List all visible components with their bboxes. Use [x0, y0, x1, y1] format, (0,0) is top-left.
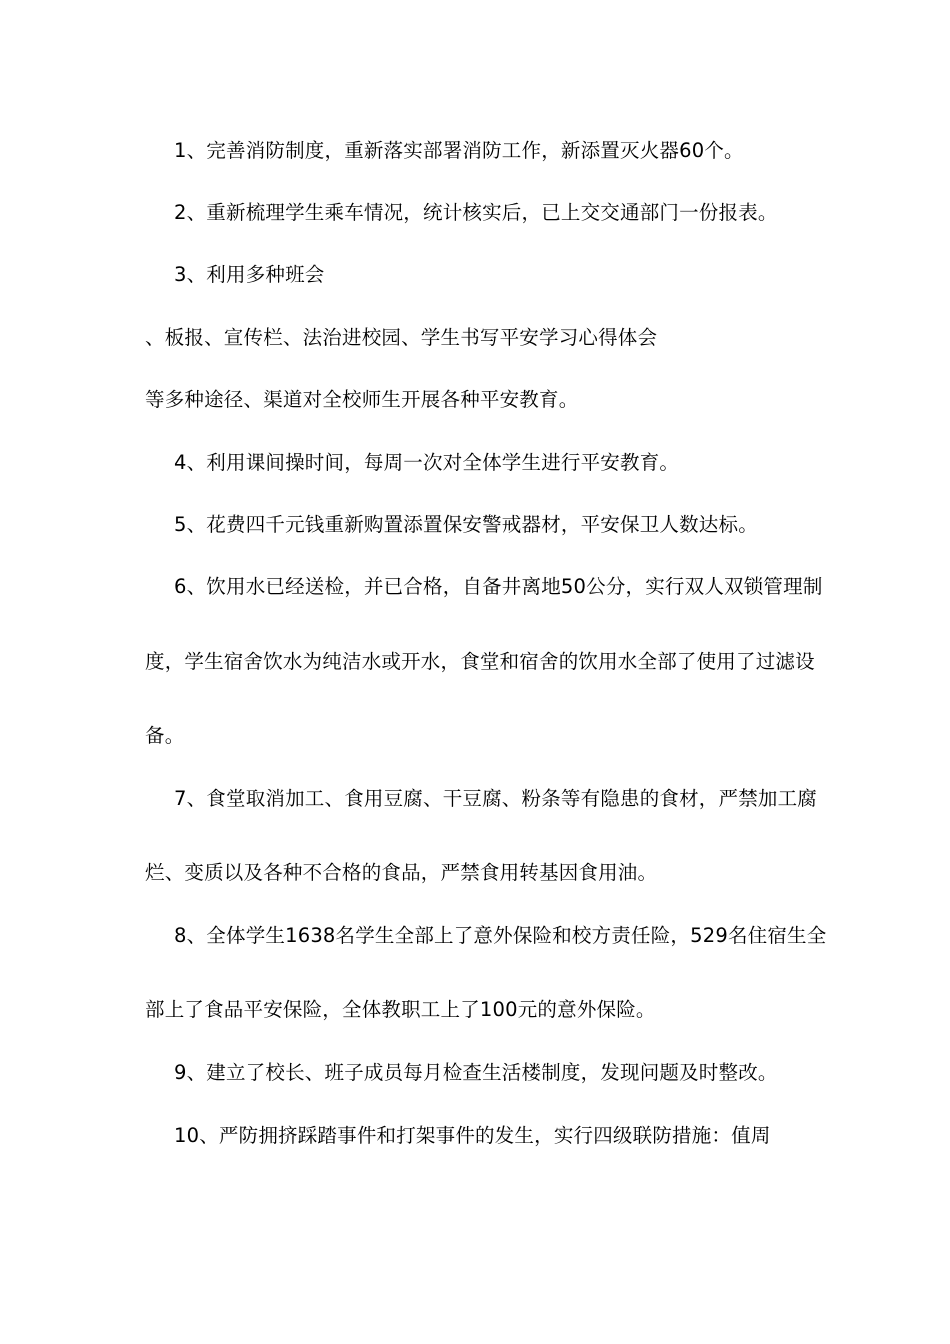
item-4-line: 4、利用课间操时间，每周一次对全体学生进行平安教育。 [174, 451, 680, 474]
item-2-line: 2、重新梳理学生乘车情况，统计核实后，已上交交通部门一份报表。 [174, 201, 778, 224]
item-6-continuation-1: 度，学生宿舍饮水为纯洁水或开水，食堂和宿舍的饮用水全部了使用了过滤设 [145, 650, 815, 673]
item-10-line: 10、严防拥挤踩踏事件和打架事件的发生，实行四级联防措施：值周 [174, 1124, 771, 1147]
item-9-line: 9、建立了校长、班子成员每月检查生活楼制度，发现问题及时整改。 [174, 1061, 778, 1084]
item-6-continuation-2: 备。 [145, 724, 185, 747]
item-3-continuation-1: 、板报、宣传栏、法治进校园、学生书写平安学习心得体会 [145, 326, 658, 349]
item-1-line: 1、完善消防制度，重新落实部署消防工作，新添置灭火器60个。 [174, 139, 744, 162]
item-7-continuation-1: 烂、变质以及各种不合格的食品，严禁食用转基因食用油。 [145, 861, 658, 884]
item-7-line: 7、食堂取消加工、食用豆腐、干豆腐、粉条等有隐患的食材，严禁加工腐 [174, 787, 818, 810]
item-5-line: 5、花费四千元钱重新购置添置保安警戒器材，平安保卫人数达标。 [174, 513, 758, 536]
item-6-line: 6、饮用水已经送检，并已合格，自备井离地50公分，实行双人双锁管理制 [174, 575, 823, 598]
item-8-continuation-1: 部上了食品平安保险，全体教职工上了100元的意外保险。 [145, 998, 656, 1021]
item-8-line: 8、全体学生1638名学生全部上了意外保险和校方责任险，529名住宿生全 [174, 924, 827, 947]
item-3-line: 3、利用多种班会 [174, 263, 325, 286]
item-3-continuation-2: 等多种途径、渠道对全校师生开展各种平安教育。 [145, 388, 579, 411]
